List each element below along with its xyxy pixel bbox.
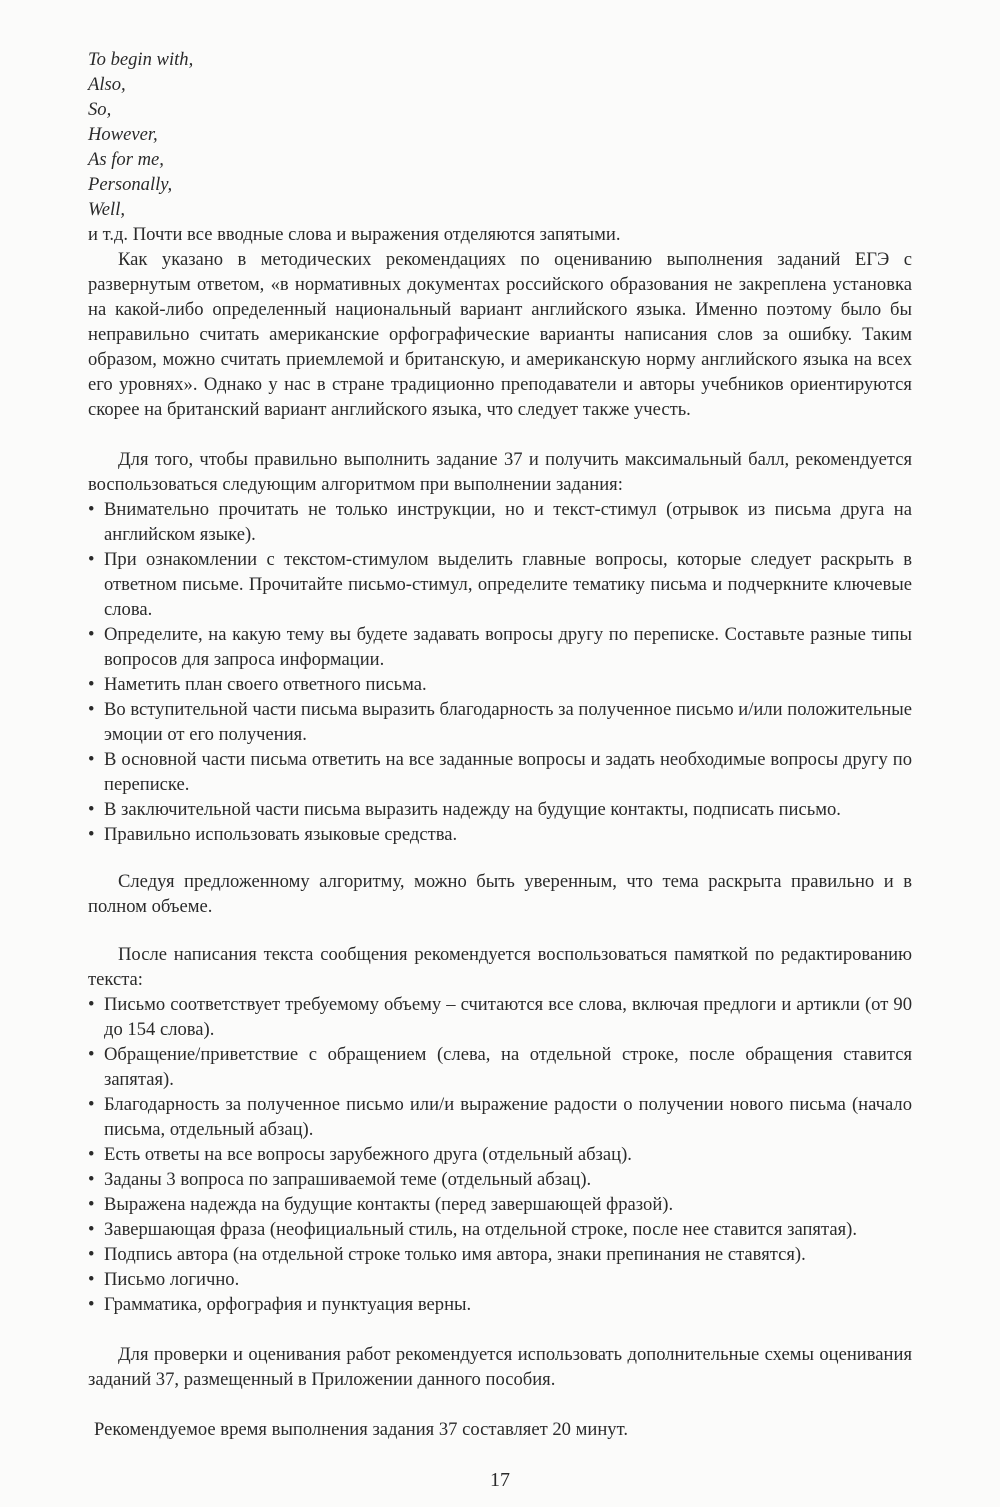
algorithm-list [88, 497, 912, 847]
time-note-block [88, 1417, 912, 1442]
algorithm-intro-block [88, 447, 912, 497]
spelling-paragraph-block [88, 247, 912, 422]
page-number: 17 [490, 1469, 510, 1491]
list-item: • Обращение/приветствие с обращением (слева, на отдельной строке, после обращения ставится запятая). [88, 1042, 912, 1092]
connector-word: As for me, [88, 149, 164, 170]
list-item: • Подпись автора (на отдельной строке только имя автора, знаки препинания не ставятся). [88, 1242, 912, 1267]
list-item: • Письмо логично. [88, 1267, 912, 1292]
algorithm-outro-block [88, 869, 912, 919]
list-item: • Правильно использовать языковые средства. [88, 822, 912, 847]
connector-word: Personally, [88, 174, 173, 195]
list-item: • Заданы 3 вопроса по запрашиваемой теме (отдельный абзац). [88, 1167, 912, 1192]
list-item: • Во вступительной части письма выразить благодарность за полученное письмо и/или положительные эмоции от его получения. [88, 697, 912, 747]
connector-word-list [88, 47, 193, 222]
checklist-intro: После написания текста сообщения рекомендуется воспользоваться памяткой по редактированию текста: [88, 944, 912, 990]
list-item: • Благодарность за полученное письмо или/и выражение радости о получении нового письма (начало письма, отдельный абзац). [88, 1092, 912, 1142]
time-note: Рекомендуемое время выполнения задания 37 составляет 20 минут. [94, 1419, 628, 1440]
list-item: • Внимательно прочитать не только инструкции, но и текст-стимул (отрывок из письма друга на английском языке). [88, 497, 912, 547]
spelling-paragraph: Как указано в методических рекомендациях по оцениванию выполнения заданий ЕГЭ с развернутым ответом, «в нормативных документах российского образования не закреплена установка на какой-либо определенный национальный вариант английского языка. Именно поэтому было бы неправильно считать американские орфографические варианты написания слов за ошибку. Таким образом, можно считать приемлемой и британскую, и американскую норму английского языка на всех его уровнях». Однако у нас в стране традиционно преподаватели и авторы учебников ориентируются скорее на британский вариант английского языка, что следует также учесть. [88, 249, 912, 420]
list-item: • При ознакомлении с текстом-стимулом выделить главные вопросы, которые следует раскрыть в ответном письме. Прочитайте письмо-стимул, определите тематику письма и подчеркните ключевые слова. [88, 547, 912, 622]
list-item: • Завершающая фраза (неофициальный стиль, на отдельной строке, после нее ставится запятая). [88, 1217, 912, 1242]
checklist-outro: Для проверки и оценивания работ рекомендуется использовать дополнительные схемы оценивания заданий 37, размещенный в Приложении данного пособия. [88, 1344, 912, 1390]
list-item: • Есть ответы на все вопросы зарубежного друга (отдельный абзац). [88, 1142, 912, 1167]
list-item: • Определите, на какую тему вы будете задавать вопросы другу по переписке. Составьте разные типы вопросов для запроса информации. [88, 622, 912, 672]
list-item: • В основной части письма ответить на все заданные вопросы и задать необходимые вопросы другу по переписке. [88, 747, 912, 797]
checklist-list [88, 992, 912, 1317]
connector-word: However, [88, 124, 158, 145]
connector-word: So, [88, 99, 112, 120]
list-item: • Грамматика, орфография и пунктуация верны. [88, 1292, 912, 1317]
list-item: • Наметить план своего ответного письма. [88, 672, 912, 697]
list-item: • Письмо соответствует требуемому объему – считаются все слова, включая предлоги и артикли (от 90 до 154 слова). [88, 992, 912, 1042]
connector-word: Also, [88, 74, 126, 95]
connector-word: Well, [88, 199, 126, 220]
checklist-outro-block [88, 1342, 912, 1392]
intro-line: и т.д. Почти все вводные слова и выражения отделяются запятыми. [88, 224, 621, 245]
algorithm-intro: Для того, чтобы правильно выполнить задание 37 и получить максимальный балл, рекомендуется воспользоваться следующим алгоритмом при выполнении задания: [88, 449, 912, 495]
list-item: • Выражена надежда на будущие контакты (перед завершающей фразой). [88, 1192, 912, 1217]
connector-word: To begin with, [88, 49, 194, 70]
checklist-intro-block [88, 942, 912, 992]
algorithm-outro: Следуя предложенному алгоритму, можно быть уверенным, что тема раскрыта правильно и в полном объеме. [88, 871, 912, 917]
list-item: • В заключительной части письма выразить надежду на будущие контакты, подписать письмо. [88, 797, 912, 822]
